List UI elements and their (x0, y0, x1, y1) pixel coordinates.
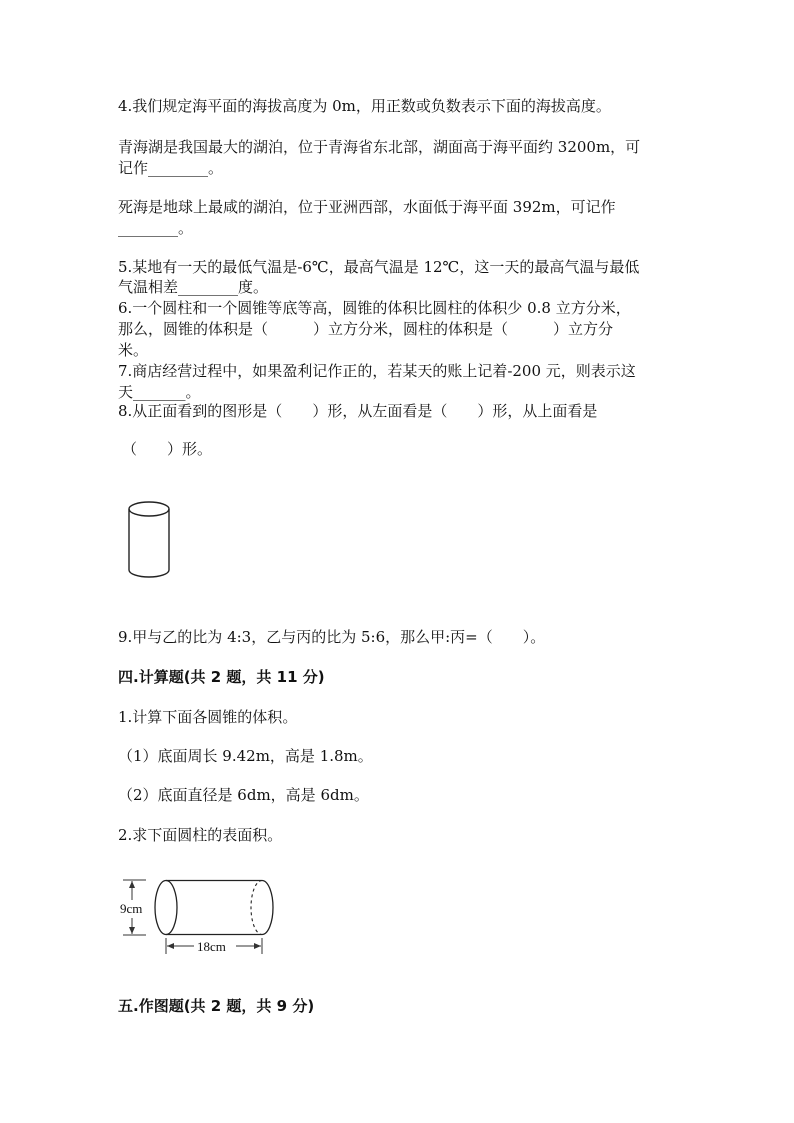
diameter-arrow-up (129, 881, 135, 888)
section-4-title: 四.计算题(共 2 题，共 11 分) (118, 668, 325, 686)
question-8-line2: （ ）形。 (122, 440, 213, 458)
length-arrow-right (254, 943, 261, 949)
question-9: 9.甲与乙的比为 4:3，乙与丙的比为 5:6，那么甲:丙=（ ）。 (118, 628, 546, 646)
calc-question-2: 2.求下面圆柱的表面积。 (118, 826, 283, 844)
cylinder-right-face-hidden (251, 881, 262, 935)
question-7-line2: 天_______。 (118, 383, 201, 401)
diameter-arrow-down (129, 927, 135, 934)
question-4-intro: 4.我们规定海平面的海拔高度为 0m，用正数或负数表示下面的海拔高度。 (118, 97, 611, 115)
question-4a-line2: 记作________。 (118, 159, 224, 177)
cylinder-top-ellipse (129, 502, 169, 516)
length-label: 18cm (197, 939, 226, 954)
question-6-line1: 6.一个圆柱和一个圆锥等底等高，圆锥的体积比圆柱的体积少 0.8 立方分米， (118, 299, 631, 317)
cylinder-figure (126, 498, 176, 584)
calc-question-1a: （1）底面周长 9.42m，高是 1.8m。 (118, 747, 373, 765)
calc-question-1: 1.计算下面各圆锥的体积。 (118, 708, 298, 726)
length-arrow-left (167, 943, 174, 949)
cylinder-bottom-arc (129, 570, 169, 577)
question-4b-line1: 死海是地球上最咸的湖泊，位于亚洲西部，水面低于海平面 392m，可记作 (118, 198, 616, 216)
question-4b-line2: ________。 (118, 219, 194, 237)
cylinder-left-face (155, 881, 177, 935)
diameter-label: 9cm (120, 901, 143, 916)
question-7-line1: 7.商店经营过程中，如果盈利记作正的，若某天的账上记着-200 元，则表示这 (118, 362, 636, 380)
section-5-title: 五.作图题(共 2 题，共 9 分) (118, 997, 315, 1015)
cylinder-right-face-front (262, 881, 273, 935)
question-4a-line1: 青海湖是我国最大的湖泊，位于青海省东北部，湖面高于海平面约 3200m，可 (118, 138, 641, 156)
question-6-line2: 那么，圆锥的体积是（ ）立方分米，圆柱的体积是（ ）立方分 (118, 320, 614, 338)
question-6-line3: 米。 (118, 341, 149, 359)
question-5-line2: 气温相差________度。 (118, 278, 269, 296)
calc-question-1b: （2）底面直径是 6dm，高是 6dm。 (118, 786, 369, 804)
question-8-line1: 8.从正面看到的图形是（ ）形，从左面看是（ ）形，从上面看是 (118, 402, 598, 420)
dimensioned-cylinder-figure (118, 872, 288, 962)
question-5-line1: 5.某地有一天的最低气温是-6℃，最高气温是 12℃，这一天的最高气温与最低 (118, 258, 640, 276)
